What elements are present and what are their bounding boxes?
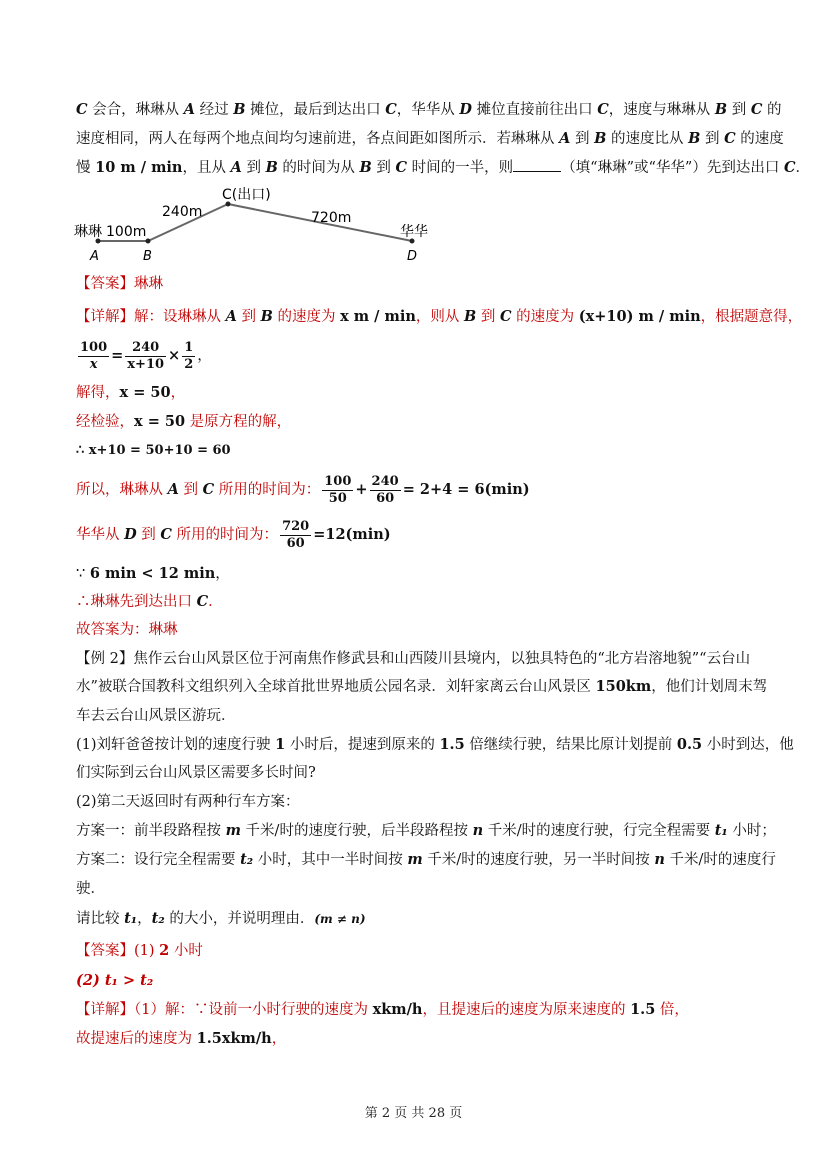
expr: x = 50 [119, 384, 171, 401]
text: ． [795, 160, 810, 176]
text: 到 [236, 309, 261, 325]
numerator: 1 [184, 339, 194, 355]
answer-2 [76, 941, 203, 961]
text: （1）解：∵设前一小时行驶的速度为 [134, 1002, 373, 1018]
text: 小时后，提速到原来的 [285, 737, 440, 753]
text: 的速度为 [272, 309, 341, 325]
detail-1-check [76, 412, 291, 432]
var: C [160, 526, 172, 543]
text: 华华从 [76, 527, 125, 543]
denominator: x [89, 356, 98, 372]
var: A [230, 159, 242, 176]
text: ，华华从 [396, 102, 460, 118]
expr: (x+10) m / min [578, 308, 701, 325]
text: 的 [762, 102, 782, 118]
numerator: 720 [282, 518, 310, 534]
expression [320, 473, 530, 506]
text: 到 [136, 527, 161, 543]
text: 的速度比从 [606, 131, 689, 147]
result: = 2+4 = 6(min) [402, 481, 530, 498]
example-2-line-2 [76, 677, 767, 697]
text: 速度相同，两人在每两个地点间均匀速前进，各点间距如图所示．若琳琳从 [76, 131, 560, 147]
text: ，速度与琳琳从 [608, 102, 715, 118]
value: 1.5xkm/h [196, 1030, 272, 1047]
text: 摊位直接前往出口 [471, 102, 598, 118]
var: B [714, 101, 728, 118]
var: t₂ [240, 851, 254, 868]
unit: 10 m / min [95, 159, 183, 176]
numerator: 100 [324, 473, 352, 489]
label-huahua: 华华 [400, 224, 428, 240]
label-100m: 100m [106, 224, 147, 240]
var: D [459, 101, 472, 118]
text: 所以，琳琳从 [76, 482, 168, 498]
text: ，则从 [415, 309, 465, 325]
numerator: 100 [80, 339, 108, 355]
text: 解得， [76, 385, 120, 401]
example-2-line-1: 【例 2】焦作云台山风景区位于河南焦作修武县和山西陵川县境内，以独具特色的“北方岩溶地貌”“云台山 [76, 651, 751, 667]
var: C [783, 159, 796, 176]
text: 倍， [655, 1002, 689, 1018]
example-2-plan-1 [76, 821, 776, 841]
var: C [597, 101, 609, 118]
var: B [688, 130, 701, 147]
text: 小时到达，他 [702, 737, 794, 753]
answer-tag: 【答案】 [76, 276, 134, 292]
text: 所用的时间为： [214, 482, 321, 498]
text: ， [137, 911, 152, 927]
text: 到 [727, 102, 751, 118]
var: n [472, 822, 484, 839]
value: 2 [159, 942, 170, 959]
text: 慢 [76, 160, 96, 176]
problem-line-2 [76, 129, 784, 149]
text: 水”被联合国教科文组织列入全球首批世界地质公园名录．刘轩家离云台山风景区 [76, 679, 596, 695]
var: t₂ [151, 910, 165, 927]
label-linlin: 琳琳 [74, 224, 102, 240]
detail-1-line-1 [76, 307, 802, 327]
var: B [233, 101, 246, 118]
text: 经过 [195, 102, 234, 118]
detail-1-calc: ∴ x+10 = 50+10 = 60 [76, 443, 231, 458]
text: 到 [371, 160, 396, 176]
label-240m: 240m [162, 204, 203, 220]
detail-1-solve [76, 383, 185, 403]
problem-line-1 [76, 100, 781, 120]
denominator: x+10 [127, 356, 165, 372]
expr: x m / min [340, 308, 416, 325]
var: C [750, 101, 763, 118]
text: 到 [178, 482, 203, 498]
text: 方案二：设行完全程需要 [76, 852, 241, 868]
text: ， [197, 348, 212, 364]
text: 到 [570, 131, 595, 147]
fraction [370, 474, 401, 507]
denominator: 60 [286, 535, 305, 551]
example-2-line-3: 车去云台山风景区游玩． [76, 708, 236, 724]
example-2-q2: (2)第二天返回时有两种行车方案： [76, 794, 300, 810]
var: t₁ [124, 910, 138, 927]
text: ． [208, 594, 223, 610]
text: ， [215, 566, 230, 582]
text: （填“琳琳”或“华华”）先到达出口 [561, 160, 784, 176]
route-diagram [70, 182, 440, 266]
var: B [464, 308, 477, 325]
detail-2-line-2 [76, 1029, 286, 1049]
detail-1-because [76, 564, 230, 584]
label-a: A [90, 249, 99, 264]
label-c-exit: C(出口) [222, 187, 271, 203]
expr: 6 min < 12 min [89, 565, 216, 582]
problem-line-3 [76, 157, 810, 178]
text: 解：设琳琳从 [134, 309, 226, 325]
var: C [724, 130, 736, 147]
denominator: 50 [328, 490, 347, 506]
answer-1 [76, 274, 163, 294]
value: 1.5 [439, 736, 465, 753]
value: 150km [595, 678, 652, 695]
text: 倍继续行驶，结果比原计划提前 [464, 737, 677, 753]
times: × [168, 347, 181, 364]
text: ，且提速后的速度为原来速度的 [422, 1002, 631, 1018]
text: ，且从 [182, 160, 231, 176]
answer-2-part-2: (2) t₁ > t₂ [76, 972, 154, 989]
text: 的大小，并说明理由． [164, 911, 315, 927]
text: 的时间为从 [277, 160, 360, 176]
result: =12(min) [313, 526, 391, 543]
fraction [182, 340, 195, 373]
text: 千米/时的速度行驶，行完全程需要 [483, 823, 715, 839]
detail-1-therefore [76, 592, 223, 612]
text: 到 [700, 131, 725, 147]
example-2-plan-2 [76, 850, 776, 870]
text: 的速度为 [511, 309, 579, 325]
label-d: D [407, 249, 418, 264]
var: m [407, 851, 423, 868]
var: B [594, 130, 607, 147]
value: 1 [275, 736, 286, 753]
var: n [654, 851, 665, 868]
text: (1) [134, 943, 160, 959]
text: ， [271, 1031, 287, 1047]
text: 所用的时间为： [171, 527, 279, 543]
label-720m: 720m [311, 210, 352, 226]
example-2-plan-2-cont: 驶． [76, 881, 105, 897]
text: 经检验， [76, 414, 134, 430]
example-2-compare [76, 909, 366, 929]
var: C [196, 593, 209, 610]
text: 小时，其中一半时间按 [253, 852, 408, 868]
equation-1 [76, 338, 212, 374]
text: ，他们计划周末驾 [651, 679, 768, 695]
var: D [124, 526, 137, 543]
text: 到 [241, 160, 266, 176]
var: B [359, 159, 372, 176]
detail-1-final: 故答案为：琳琳 [76, 622, 178, 638]
var: A [225, 308, 237, 325]
var: B [265, 159, 278, 176]
var: A [183, 101, 196, 118]
var: C [202, 481, 215, 498]
value: xkm/h [372, 1001, 423, 1018]
detail-1-huahua-time [76, 517, 391, 553]
var: m [225, 822, 241, 839]
text: ， [170, 385, 186, 401]
fraction [280, 519, 311, 552]
numerator: 240 [125, 340, 166, 357]
text: 请比较 [76, 911, 125, 927]
text: 千米/时的速度行驶，后半段路程按 [240, 823, 473, 839]
expression [278, 518, 391, 551]
example-2-q1 [76, 735, 794, 755]
text: 时间的一半，则 [407, 160, 514, 176]
text: ，根据题意得， [700, 309, 803, 325]
answer-value: 琳琳 [134, 276, 163, 292]
denominator: 2 [184, 356, 194, 372]
value: 1.5 [630, 1001, 656, 1018]
page-footer: 第 2 页 共 28 页 [364, 1106, 463, 1121]
text: 摊位，最后到达出口 [245, 102, 386, 118]
label-b: B [143, 249, 152, 264]
detail-1-linlin-time [76, 472, 530, 508]
text: 千米/时的速度行驶，另一半时间按 [422, 852, 655, 868]
text: 千米/时的速度行 [664, 852, 776, 868]
var: C [76, 101, 88, 118]
answer-tag: 【答案】 [76, 943, 134, 959]
numerator: 240 [371, 473, 399, 489]
text: 方案一：前半段路程按 [76, 823, 226, 839]
plus: + [355, 481, 368, 498]
example-2-q1-cont: 们实际到云台山风景区需要多长时间? [76, 765, 316, 781]
text: 的速度 [735, 131, 784, 147]
value: 0.5 [676, 736, 703, 753]
var: A [559, 130, 571, 147]
text: ∴琳琳先到达出口 [76, 594, 197, 610]
fraction [322, 474, 353, 507]
detail-tag: 【详解】 [76, 1002, 134, 1018]
var: B [260, 308, 273, 325]
fraction [78, 340, 109, 373]
expr: x = 50 [134, 413, 186, 430]
text: 小时； [727, 823, 776, 839]
text: 是原方程的解， [185, 414, 292, 430]
text: 小时 [169, 943, 203, 959]
var: C [500, 308, 512, 325]
text: 故提速后的速度为 [76, 1031, 197, 1047]
var: C [385, 101, 397, 118]
text: ∵ [76, 566, 90, 582]
var: C [395, 159, 408, 176]
detail-2-line-1 [76, 1000, 689, 1020]
detail-tag: 【详解】 [76, 309, 134, 325]
text: 到 [476, 309, 500, 325]
text: 会合，琳琳从 [87, 102, 184, 118]
condition: (m ≠ n) [314, 912, 366, 926]
text: (1)刘轩爸爸按计划的速度行驶 [76, 737, 276, 753]
var: A [167, 481, 179, 498]
var: t₁ [714, 822, 728, 839]
equals: = [111, 347, 124, 364]
answer-blank[interactable] [513, 157, 561, 172]
fraction [125, 340, 166, 373]
denominator: 60 [376, 490, 395, 506]
